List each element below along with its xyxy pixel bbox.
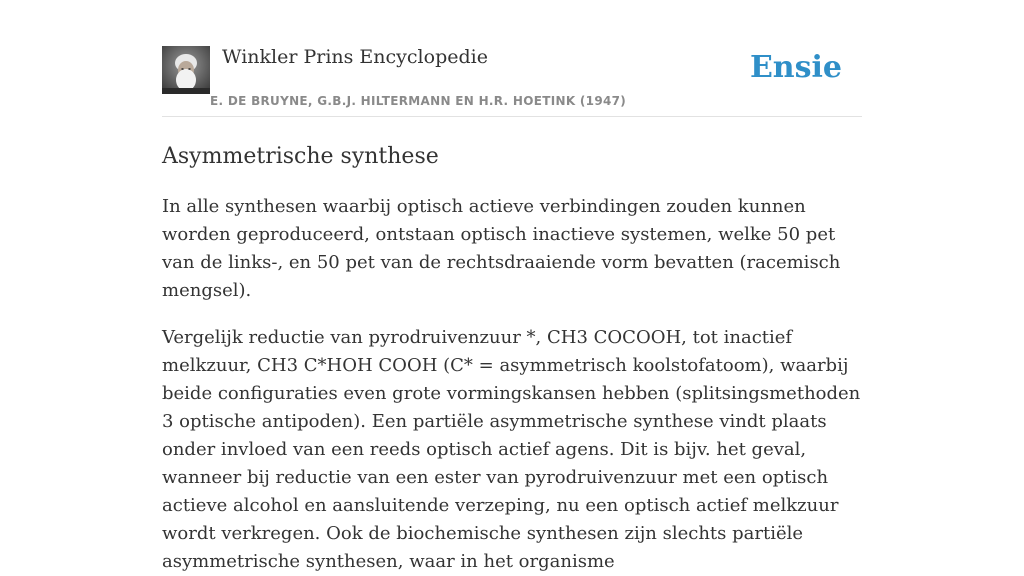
author-avatar[interactable] [162, 46, 210, 94]
article-title: Asymmetrische synthese [162, 144, 439, 169]
source-header [162, 0, 862, 117]
article-page [162, 0, 862, 576]
article-paragraph-2: Vergelijk reductie van pyrodruivenzuur *, CH3 COCOOH, tot inactief melkzuur, CH3 C*HOH COOH (C* = asymmetrisch koolstofatoom), waarbij beide configuraties even grote vormingskansen hebben (splitsingsmethoden 3 optische antipoden). Een partiële asymmetrische synthese vindt plaats onder invloed van een reeds optisch actief agens. Dit is bijv. het geval, wanneer bij reductie van een ester van pyrodruivenzuur met een optisch actieve alcohol en aansluitende verzeping, nu een optisch actief melkzuur wordt verkregen. Ook de biochemische synthesen zijn slechts partiële asymmetrische synthesen, waar in het organisme [162, 327, 861, 572]
ensie-logo[interactable]: Ensie [749, 50, 842, 85]
source-authors: E. DE BRUYNE, G.B.J. HILTERMANN EN H.R. HOETINK (1947) [210, 94, 627, 108]
portrait-image [162, 46, 210, 94]
article-paragraph-1: In alle synthesen waarbij optisch actieve verbindingen zouden kunnen worden geproduceerd, ontstaan optisch inactieve systemen, welke 50 pet van de links-, en 50 pet van de rechtsdraaiende vorm bevatten (racemisch mengsel). [162, 196, 841, 301]
source-title[interactable]: Winkler Prins Encyclopedie [222, 46, 488, 68]
